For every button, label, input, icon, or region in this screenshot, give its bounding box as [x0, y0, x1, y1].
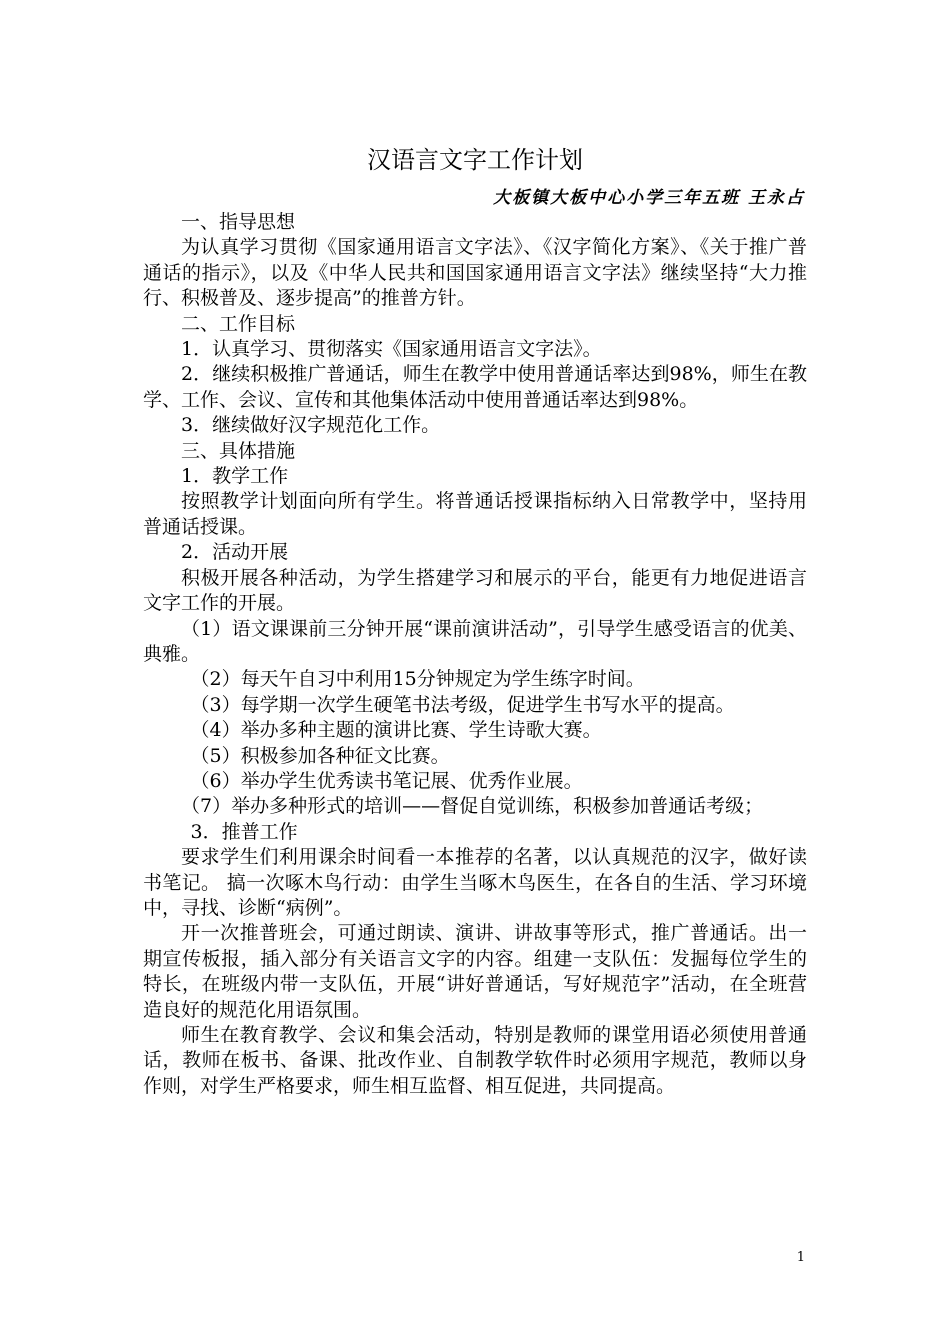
- paragraph: 师生在教育教学、会议和集会活动，特别是教师的课堂用语必须使用普通话，教师在板书、备课、批改作业、自制教学软件时必须用字规范，教师以身作则，对学生严格要求，师生相互监督、相互促进，共同提高。: [143, 1024, 807, 1097]
- section-heading-work-goals: 二、工作目标: [181, 312, 296, 335]
- page-number: 1: [796, 1250, 805, 1265]
- activity-item: （7）举办多种形式的培训——督促自觉训练，积极参加普通话考级；: [181, 795, 764, 818]
- paragraph: 要求学生们利用课余时间看一本推荐的名著，以认真规范的汉字，做好读书笔记。 搞一次啄木鸟行动：由学生当啄木鸟医生，在各自的生活、学习环境中，寻找、诊断“病例”。: [143, 846, 807, 919]
- activity-item: （1）语文课课前三分钟开展“课前演讲活动”，引导学生感受语言的优美、典雅。: [143, 617, 807, 665]
- goal-item: 1．认真学习、贯彻落实《国家通用语言文字法》。: [181, 338, 602, 361]
- subsection-heading: 1．教学工作: [181, 465, 289, 488]
- paragraph: 按照教学计划面向所有学生。将普通话授课指标纳入日常教学中，坚持用普通话授课。: [143, 490, 807, 538]
- paragraph: 为认真学习贯彻《国家通用语言文字法》、《汉字简化方案》、《关于推广普通话的指示》，以及《中华人民共和国国家通用语言文字法》继续坚持“大力推行、积极普及、逐步提高”的推普方针。: [143, 236, 807, 310]
- activity-item: （2）每天午自习中利用15分钟规定为学生练字时间。: [190, 668, 645, 691]
- document-title: 汉语言文字工作计划: [367, 146, 583, 174]
- goal-item: 3．继续做好汉字规范化工作。: [181, 414, 441, 437]
- subsection-heading: 3．推普工作: [190, 820, 298, 843]
- goal-item: 2．继续积极推广普通话，师生在教学中使用普通话率达到98%，师生在教学、工作、会议、宣传和其他集体活动中使用普通话率达到98%。: [143, 363, 807, 411]
- section-heading-guiding-thought: 一、指导思想: [181, 211, 296, 233]
- section-heading-measures: 三、具体措施: [181, 439, 296, 462]
- subsection-heading: 2．活动开展: [181, 541, 289, 564]
- activity-item: （6）举办学生优秀读书笔记展、优秀作业展。: [190, 769, 583, 792]
- paragraph: 积极开展各种活动，为学生搭建学习和展示的平台，能更有力地促进语言文字工作的开展。: [143, 566, 807, 615]
- activity-item: （4）举办多种主题的演讲比赛、学生诗歌大赛。: [190, 719, 602, 742]
- paragraph: 开一次推普班会，可通过朗读、演讲、讲故事等形式，推广普通话。出一期宣传板报，插入部分有关语言文字的内容。组建一支队伍：发掘每位学生的特长，在班级内带一支队伍，开展“讲好普通话，写好规范字”活动，在全班营造良好的规范化用语氛围。: [143, 922, 807, 1021]
- activity-item: （5）积极参加各种征文比赛。: [190, 744, 450, 767]
- document-body: [143, 210, 807, 1099]
- document-author: 大板镇大板中心小学三年五班 王永占: [493, 188, 805, 208]
- activity-item: （3）每学期一次学生硬笔书法考级，促进学生书写水平的提高。: [190, 693, 735, 716]
